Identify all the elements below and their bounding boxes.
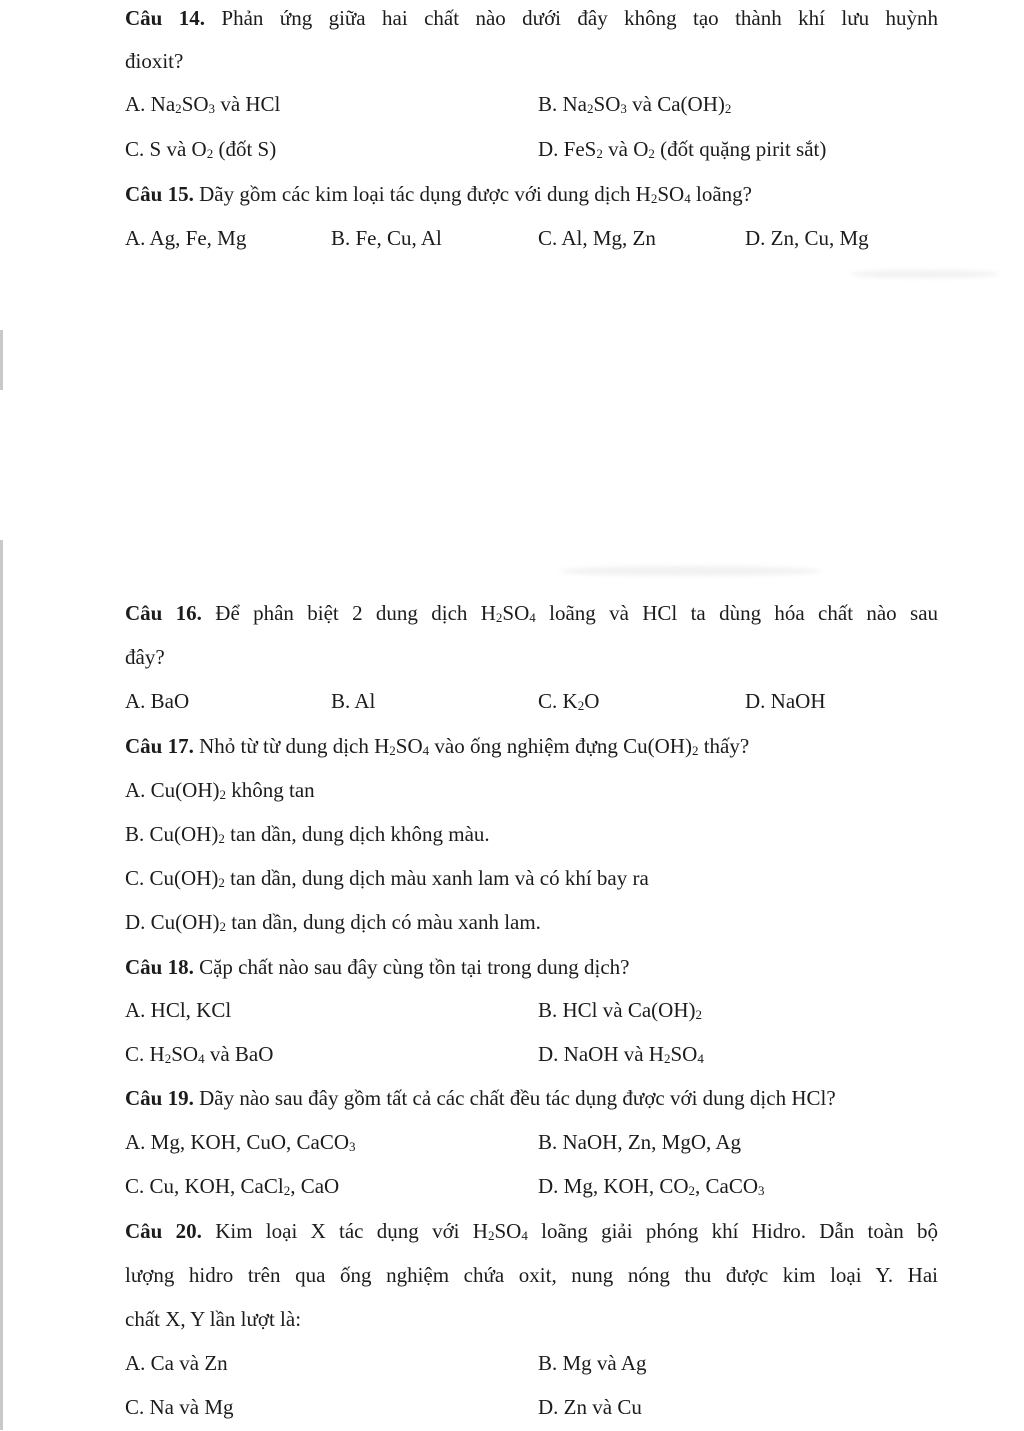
question-text: Câu 16. Để phân biệt 2 dung dịch $H_2SO_4$ loãng và HCl ta dùng hóa chất nào sau xyxy=(125,601,939,625)
option-c[interactable]: C. Na và Mg xyxy=(125,1395,234,1419)
option-c[interactable]: C. $H_2SO_4$ và BaO xyxy=(125,1042,274,1066)
option-a[interactable]: A. $Cu(OH)_2$ không tan xyxy=(125,778,315,802)
scan-edge-line-top xyxy=(0,330,3,390)
option-b[interactable]: B. $Cu(OH)_2$ tan dần, dung dịch không màu. xyxy=(125,822,490,846)
option-b[interactable]: B. Al xyxy=(331,689,376,713)
option-d[interactable]: D. FeS$_2$ và $O_2$ (đốt quặng pirit sắt) xyxy=(538,137,827,161)
question-text-continued: đioxit? xyxy=(125,49,184,73)
option-b[interactable]: B. Mg và Ag xyxy=(538,1351,647,1375)
option-b[interactable]: B. $Na_2SO_3$ và $Ca(OH)_2$ xyxy=(538,92,732,116)
option-c[interactable]: C. S và $O_2$ (đốt S) xyxy=(125,137,277,161)
question-text: Câu 17. Nhỏ từ từ dung dịch $H_2SO_4$ vào ống nghiệm đựng $Cu(OH)_2$ thấy? xyxy=(125,734,750,758)
question-label: Câu 14. xyxy=(125,6,205,30)
question-text-continued: đây? xyxy=(125,645,165,669)
question-label: Câu 16. xyxy=(125,601,202,625)
question-text: Câu 19. Dãy nào sau đây gồm tất cả các chất đều tác dụng được với dung dịch HCl? xyxy=(125,1086,836,1110)
question-text-continued: chất X, Y lần lượt là: xyxy=(125,1307,302,1331)
option-b[interactable]: B. HCl và $Ca(OH)_2$ xyxy=(538,998,702,1022)
option-d[interactable]: D. Mg, KOH, $CO_2$, CaCO$_3$ xyxy=(538,1174,765,1198)
question-text: Câu 20. Kim loại X tác dụng với $H_2SO_4$ loãng giải phóng khí Hidro. Dẫn toàn bộ xyxy=(125,1219,938,1243)
option-c[interactable]: C. Cu, KOH, CaCl$_2$, CaO xyxy=(125,1174,340,1198)
scan-smudge xyxy=(850,270,1000,278)
option-d[interactable]: D. NaOH xyxy=(745,689,826,713)
question-label: Câu 15. xyxy=(125,182,194,206)
question-text: Câu 18. Cặp chất nào sau đây cùng tồn tại trong dung dịch? xyxy=(125,955,630,979)
option-a[interactable]: A. $Na_2SO_3$ và HCl xyxy=(125,92,281,116)
question-label: Câu 18. xyxy=(125,955,194,979)
scan-edge-line-bottom xyxy=(0,540,3,1430)
option-a[interactable]: A. HCl, KCl xyxy=(125,998,232,1022)
option-d[interactable]: D. Zn và Cu xyxy=(538,1395,642,1419)
option-a[interactable]: A. BaO xyxy=(125,689,190,713)
option-c[interactable]: C. Al, Mg, Zn xyxy=(538,226,656,250)
option-d[interactable]: D. $Cu(OH)_2$ tan dần, dung dịch có màu xanh lam. xyxy=(125,910,541,934)
question-label: Câu 17. xyxy=(125,734,194,758)
question-text-continued: lượng hidro trên qua ống nghiệm chứa oxit, nung nóng thu được kim loại Y. Hai xyxy=(125,1263,938,1287)
option-b[interactable]: B. Fe, Cu, Al xyxy=(331,226,442,250)
question-text: Câu 15. Dãy gồm các kim loại tác dụng được với dung dịch $H_2SO_4$ loãng? xyxy=(125,182,752,206)
option-c[interactable]: C. $Cu(OH)_2$ tan dần, dung dịch màu xanh lam và có khí bay ra xyxy=(125,866,649,890)
option-b[interactable]: B. NaOH, Zn, MgO, Ag xyxy=(538,1130,741,1154)
option-a[interactable]: A. Ag, Fe, Mg xyxy=(125,226,247,250)
option-d[interactable]: D. NaOH và $H_2SO_4$ xyxy=(538,1042,704,1066)
scan-smudge xyxy=(560,566,820,576)
question-label: Câu 19. xyxy=(125,1086,194,1110)
question-label: Câu 20. xyxy=(125,1219,202,1243)
option-d[interactable]: D. Zn, Cu, Mg xyxy=(745,226,869,250)
option-a[interactable]: A. Ca và Zn xyxy=(125,1351,228,1375)
option-c[interactable]: C. $K_2O$ xyxy=(538,689,600,713)
option-a[interactable]: A. Mg, KOH, CuO, CaCO$_3$ xyxy=(125,1130,356,1154)
question-text: Câu 14. Phản ứng giữa hai chất nào dưới đây không tạo thành khí lưu huỳnh xyxy=(125,6,938,30)
